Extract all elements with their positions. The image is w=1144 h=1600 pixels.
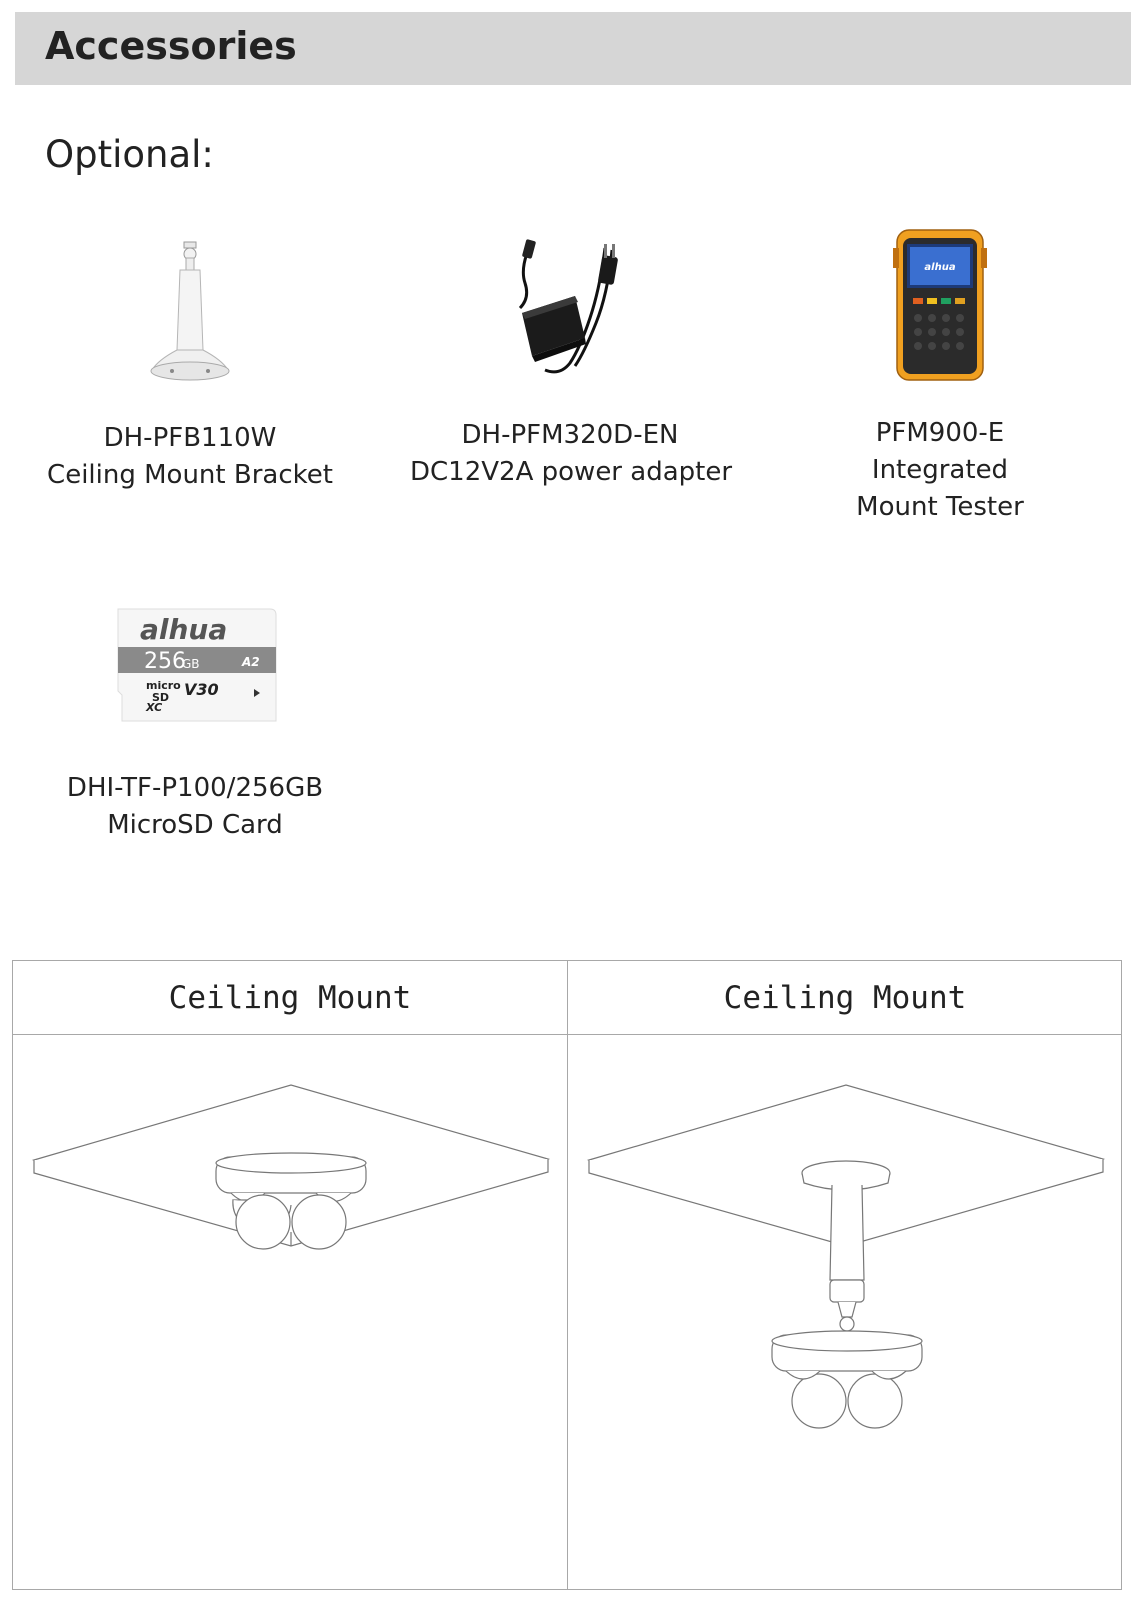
sd-unit: GB (182, 657, 200, 671)
power-adapter-icon (500, 238, 640, 383)
microsd-card-icon (110, 605, 280, 725)
sd-brand: alhua (140, 613, 228, 646)
mount-bracket-icon (140, 240, 240, 385)
mount-column-header: Ceiling Mount (168, 979, 412, 1016)
mount-column-header: Ceiling Mount (723, 979, 967, 1016)
accessory-model: DH-PFB110W (103, 423, 277, 453)
section-title: Accessories (45, 24, 297, 68)
accessory-caption (410, 417, 733, 491)
accessory-desc: Ceiling Mount Bracket (47, 460, 333, 490)
sd-capacity: 256 (144, 649, 186, 674)
section-header-bar (15, 12, 1131, 85)
sd-xc: XC (146, 701, 163, 714)
pendant-mount-illustration (568, 1035, 1122, 1590)
ceiling-camera-drawing (13, 1035, 567, 1590)
accessory-model: DH-PFM320D-EN (461, 420, 679, 450)
mount-table (12, 960, 1122, 1590)
accessory-desc: DC12V2A power adapter (410, 457, 733, 487)
accessory-desc: MicroSD Card (107, 810, 283, 840)
optional-subheading: Optional: (45, 133, 214, 176)
accessory-caption (790, 415, 1090, 526)
accessory-item-adapter (410, 238, 733, 491)
accessory-model: PFM900-E (875, 418, 1005, 448)
pendant-camera-drawing (568, 1035, 1122, 1590)
sd-class: A2 (242, 655, 260, 669)
tester-brand: alhua (924, 262, 956, 273)
accessory-caption (40, 420, 340, 494)
accessory-model: DHI-TF-P100/256GB (66, 773, 324, 803)
sd-logo-2: SD (152, 691, 170, 704)
accessory-desc: Integrated (871, 455, 1009, 485)
sd-speed: V30 (184, 680, 219, 699)
sd-logo: micro (146, 679, 181, 692)
accessory-caption (45, 770, 345, 844)
mount-tester-icon (885, 228, 995, 383)
ceiling-mount-illustration (13, 1035, 567, 1590)
accessory-item-tester (790, 228, 1090, 526)
accessory-item-bracket (40, 240, 340, 494)
accessory-item-microsd (45, 605, 345, 844)
accessory-desc-2: Mount Tester (856, 492, 1024, 522)
